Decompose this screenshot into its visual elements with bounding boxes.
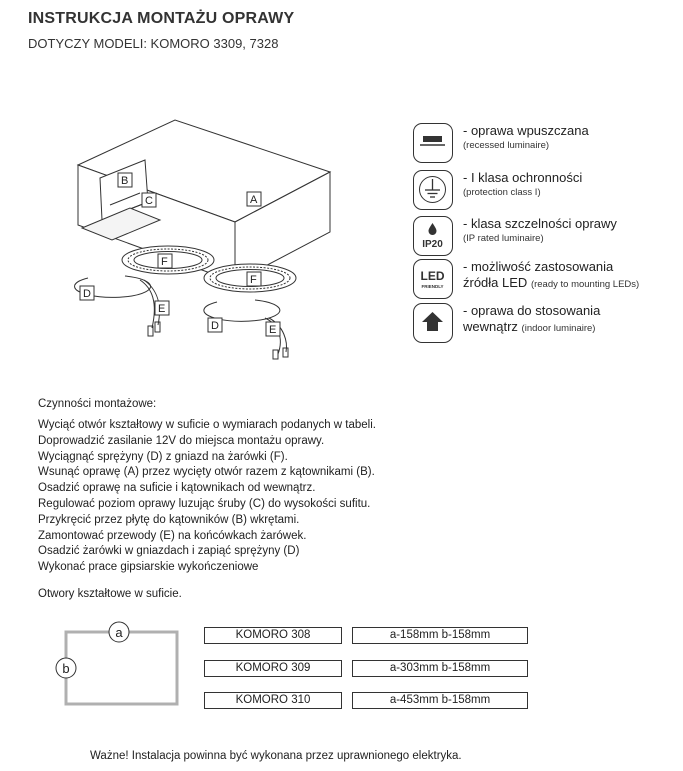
page-title: INSTRUKCJA MONTAŻU OPRAWY <box>28 10 295 27</box>
legend-item-led <box>413 259 639 299</box>
legend-item-ground <box>413 170 582 210</box>
legend-main-2: wewnątrz <box>463 319 518 334</box>
legend-main: - I klasa ochronności <box>463 170 583 185</box>
ip20-icon <box>413 216 453 256</box>
led-text: LED <box>420 269 445 283</box>
spec-dims: a-303mm b-158mm <box>352 660 528 677</box>
step-item: Wyciągnąć sprężyny (D) z gniazd na żarówki (F). <box>38 450 288 463</box>
cutout-label-a: a <box>115 625 123 640</box>
label-a: A <box>250 194 258 206</box>
holes-heading: Otwory kształtowe w suficie. <box>38 588 182 600</box>
legend-main: - oprawa wpuszczana <box>463 123 589 138</box>
step-item: Wyciąć otwór kształtowy w suficie o wymiarach podanych w tabeli. <box>38 419 376 431</box>
warning-text: Ważne! Instalacja powinna być wykonana przez uprawnionego elektryka. <box>90 750 462 762</box>
cutout-rectangle <box>66 632 177 704</box>
label-b: B <box>121 175 129 187</box>
steps-list <box>38 418 376 576</box>
step-item: Doprowadzić zasilanie 12V do miejsca montażu oprawy. <box>38 434 325 447</box>
spec-row <box>204 660 528 677</box>
step-item: Osadzić oprawę na suficie i kątownikach od wewnątrz. <box>38 482 316 495</box>
label-d: D <box>83 288 91 300</box>
spec-dims: a-453mm b-158mm <box>352 692 528 709</box>
step-item: Regulować poziom oprawy luzując śruby (C) do wysokości sufitu. <box>38 497 371 510</box>
label-e: E <box>158 303 166 315</box>
indoor-icon <box>413 303 453 343</box>
ground-icon <box>413 170 453 210</box>
spec-model: KOMORO 310 <box>204 692 342 709</box>
legend-sub: (ready to mounting LEDs) <box>530 279 640 290</box>
ip20-text: IP20 <box>422 239 443 250</box>
label-f: F <box>250 274 257 286</box>
step-item: Przykręcić przez płytę do kątowników (B) wkrętami. <box>38 513 300 526</box>
recessed-icon <box>413 123 453 163</box>
legend-sub: (IP rated luminaire) <box>463 233 544 244</box>
spec-model: KOMORO 308 <box>204 627 342 644</box>
friendly-text: FRIENDLY <box>421 284 444 289</box>
spec-row <box>204 692 528 709</box>
spec-dims: a-158mm b-158mm <box>352 627 528 644</box>
legend-main: - klasa szczelności oprawy <box>463 216 617 231</box>
label-d: D <box>211 320 219 332</box>
legend-main-2: źródła LED <box>463 275 528 290</box>
installation-diagram <box>40 110 370 360</box>
legend-sub: (protection class I) <box>463 187 541 198</box>
steps-heading: Czynności montażowe: <box>38 398 157 410</box>
step-item: Wsunąć oprawę (A) przez wycięty otwór razem z kątownikami (B). <box>38 466 375 479</box>
cutout-label-b: b <box>62 661 70 676</box>
page-subtitle: DOTYCZY MODELI: KOMORO 3309, 7328 <box>28 36 279 51</box>
label-f: F <box>161 256 168 268</box>
legend-sub: (indoor luminaire) <box>521 323 596 334</box>
step-item: Zamontować przewody (E) na końcówkach żarówek. <box>38 529 307 542</box>
legend-main: - oprawa do stosowania <box>463 303 601 318</box>
legend-main: - możliwość zastosowania <box>463 259 614 274</box>
cutout-diagram <box>50 620 185 710</box>
legend-sub: (recessed luminaire) <box>463 140 550 151</box>
spec-row <box>204 627 528 644</box>
spec-model: KOMORO 309 <box>204 660 342 677</box>
led-friendly-icon <box>413 259 453 299</box>
legend-item-indoor <box>413 303 600 343</box>
step-item: Wykonać prace gipsiarskie wykończeniowe <box>38 561 259 574</box>
step-item: Osadzić żarówki w gniazdach i zapiąć sprężyny (D) <box>38 545 300 558</box>
legend-item-ip20 <box>413 216 617 256</box>
label-e: E <box>269 324 277 336</box>
legend-item-recessed <box>413 123 589 163</box>
label-c: C <box>145 195 153 207</box>
